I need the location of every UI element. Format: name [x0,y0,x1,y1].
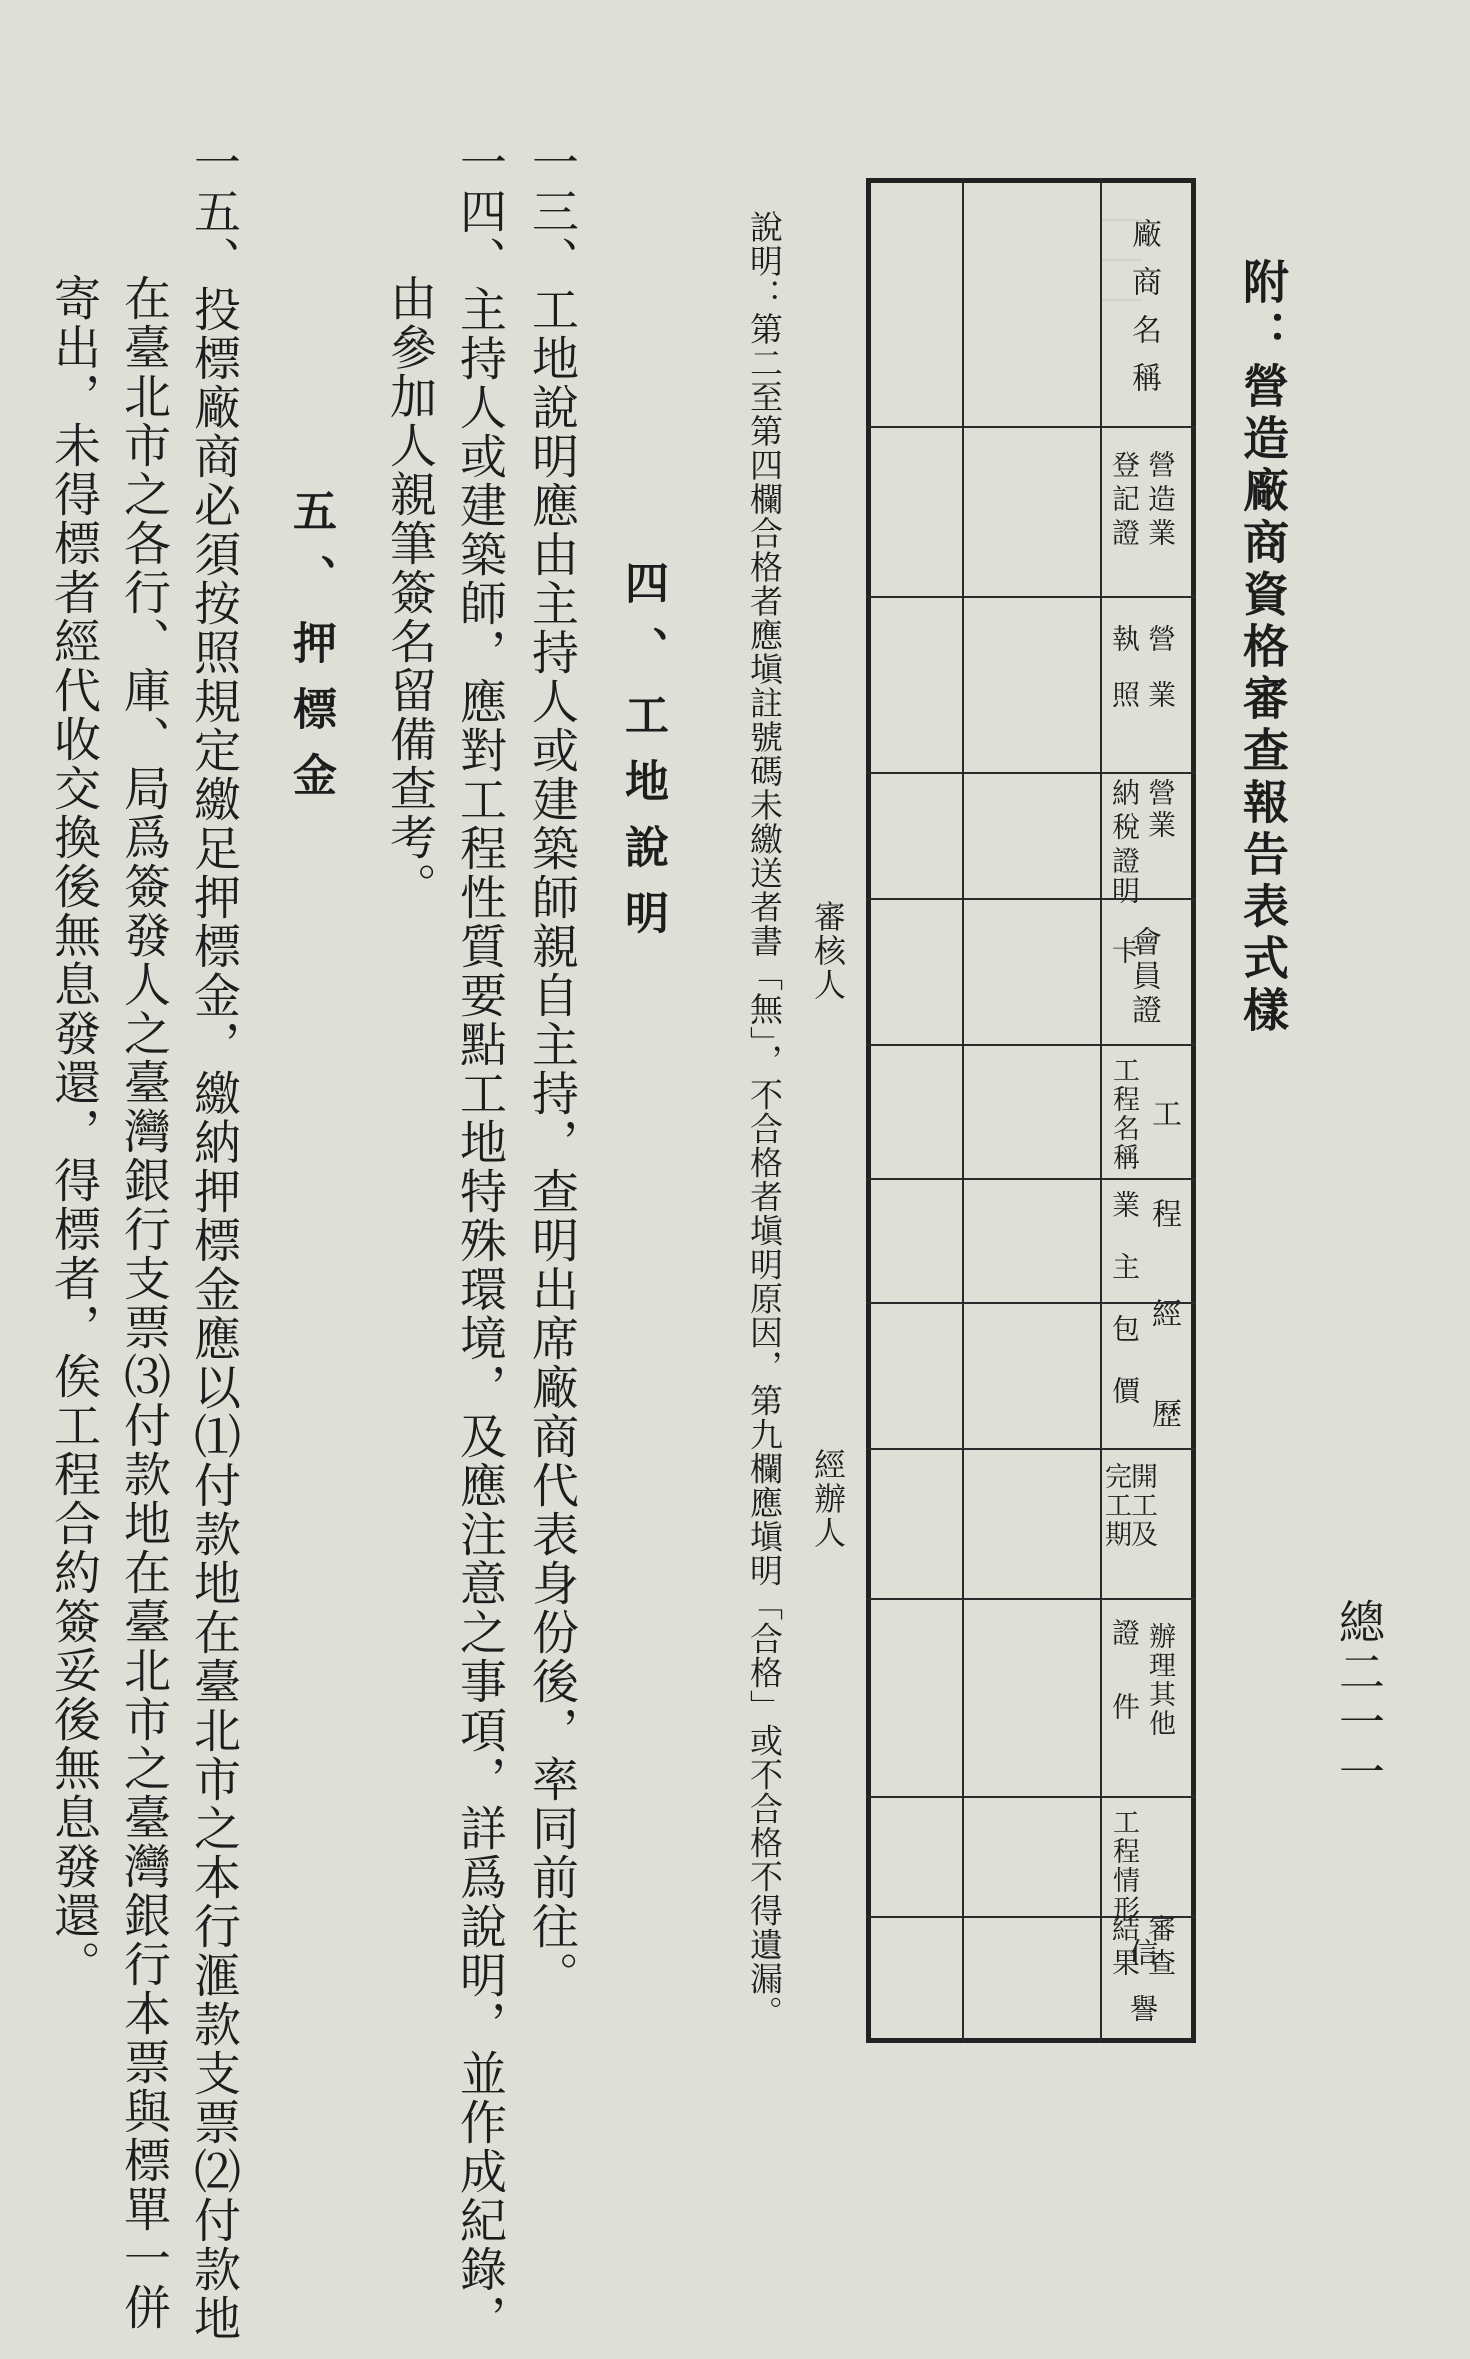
handler-label: 經辦人 [809,1448,847,1550]
item-13: 一三、工地說明應由主持人或建築師親自主持，查明出席廠商代表身份後，率同前往。 [524,138,579,2000]
col-tax-line1: 營業 [1144,778,1177,842]
col-license-line2: 登記證 [1108,450,1141,552]
col-result-line1: 審查 [1144,1914,1177,1982]
item-15-line1: 一五、投標廠商必須按照規定繳足押標金，繳納押標金應以⑴付款地在臺北市之本行滙款支票⑵付款地 [186,138,241,2343]
sub-project-name: 工程名稱 [1108,1056,1139,1172]
explanatory-note: 說明：第二至第四欄合格者應塡註號碼未繳送者書「無」，不合格者塡明原因，第九欄應塡明「合格」或不合格不得遺漏。 [745,210,784,2030]
col-other-line1: 辦理其他 [1144,1622,1175,1738]
col-business-line1: 營業 [1144,624,1177,736]
table-header-divider [1100,178,1102,2043]
table-body-divider [962,178,964,2043]
reviewer-label: 審核人 [809,900,847,1002]
col-tax-line2: 納稅證 [1108,778,1141,880]
col-company-name: 廠商名稱 [1126,218,1161,410]
col-credit: 信譽 [1126,1938,1159,2050]
item-14-line2: 由參加人親筆簽名留備查考。 [382,274,437,911]
item-15-line2: 在臺北市之各行、庫、局爲簽發人之臺灣銀行支票⑶付款地在臺北市之臺灣銀行本票與標單一併 [116,274,171,2332]
section4-heading: 四、工地說明 [617,560,668,956]
col-member-card: 會員證 [1126,926,1161,1028]
col-other-line2: 工程情形 [1108,1808,1139,1924]
sub-owner: 業主 [1108,1190,1141,1314]
sub-dates-line2: 完工期 [1100,1462,1131,1549]
col-business-line2: 執照 [1108,624,1141,736]
col-tax-line3: 明卡 [1108,876,1141,996]
page-number: 總二一一 [1332,1598,1386,1798]
section5-heading: 五、押標金 [285,488,336,818]
item-15-line3: 寄出，未得標者經代收交換後無息發還，得標者，俟工程合約簽妥後無息發還。 [46,274,101,1989]
sub-dates-line1: 開工及 [1126,1462,1157,1549]
col-license-line1: 營造業 [1144,450,1177,552]
col-result-line2: 結果 [1108,1914,1141,1982]
page-title: 附：營造廠商資格審查報告表式樣 [1236,258,1290,1038]
item-14-line1: 一四、主持人或建築師，應對工程性質要點工地特殊環境，及應注意之事項，詳爲說明，並作成紀錄， [452,138,507,2343]
qualification-report-table [866,178,1196,2050]
bleed-through-text: ｜｜｜｜ [1095,160,1141,320]
sub-contract-price: 包價 [1108,1314,1141,1438]
sub-certificates: 證件 [1108,1618,1141,1766]
col-project-experience: 工程經歷 [1146,1098,1181,1498]
